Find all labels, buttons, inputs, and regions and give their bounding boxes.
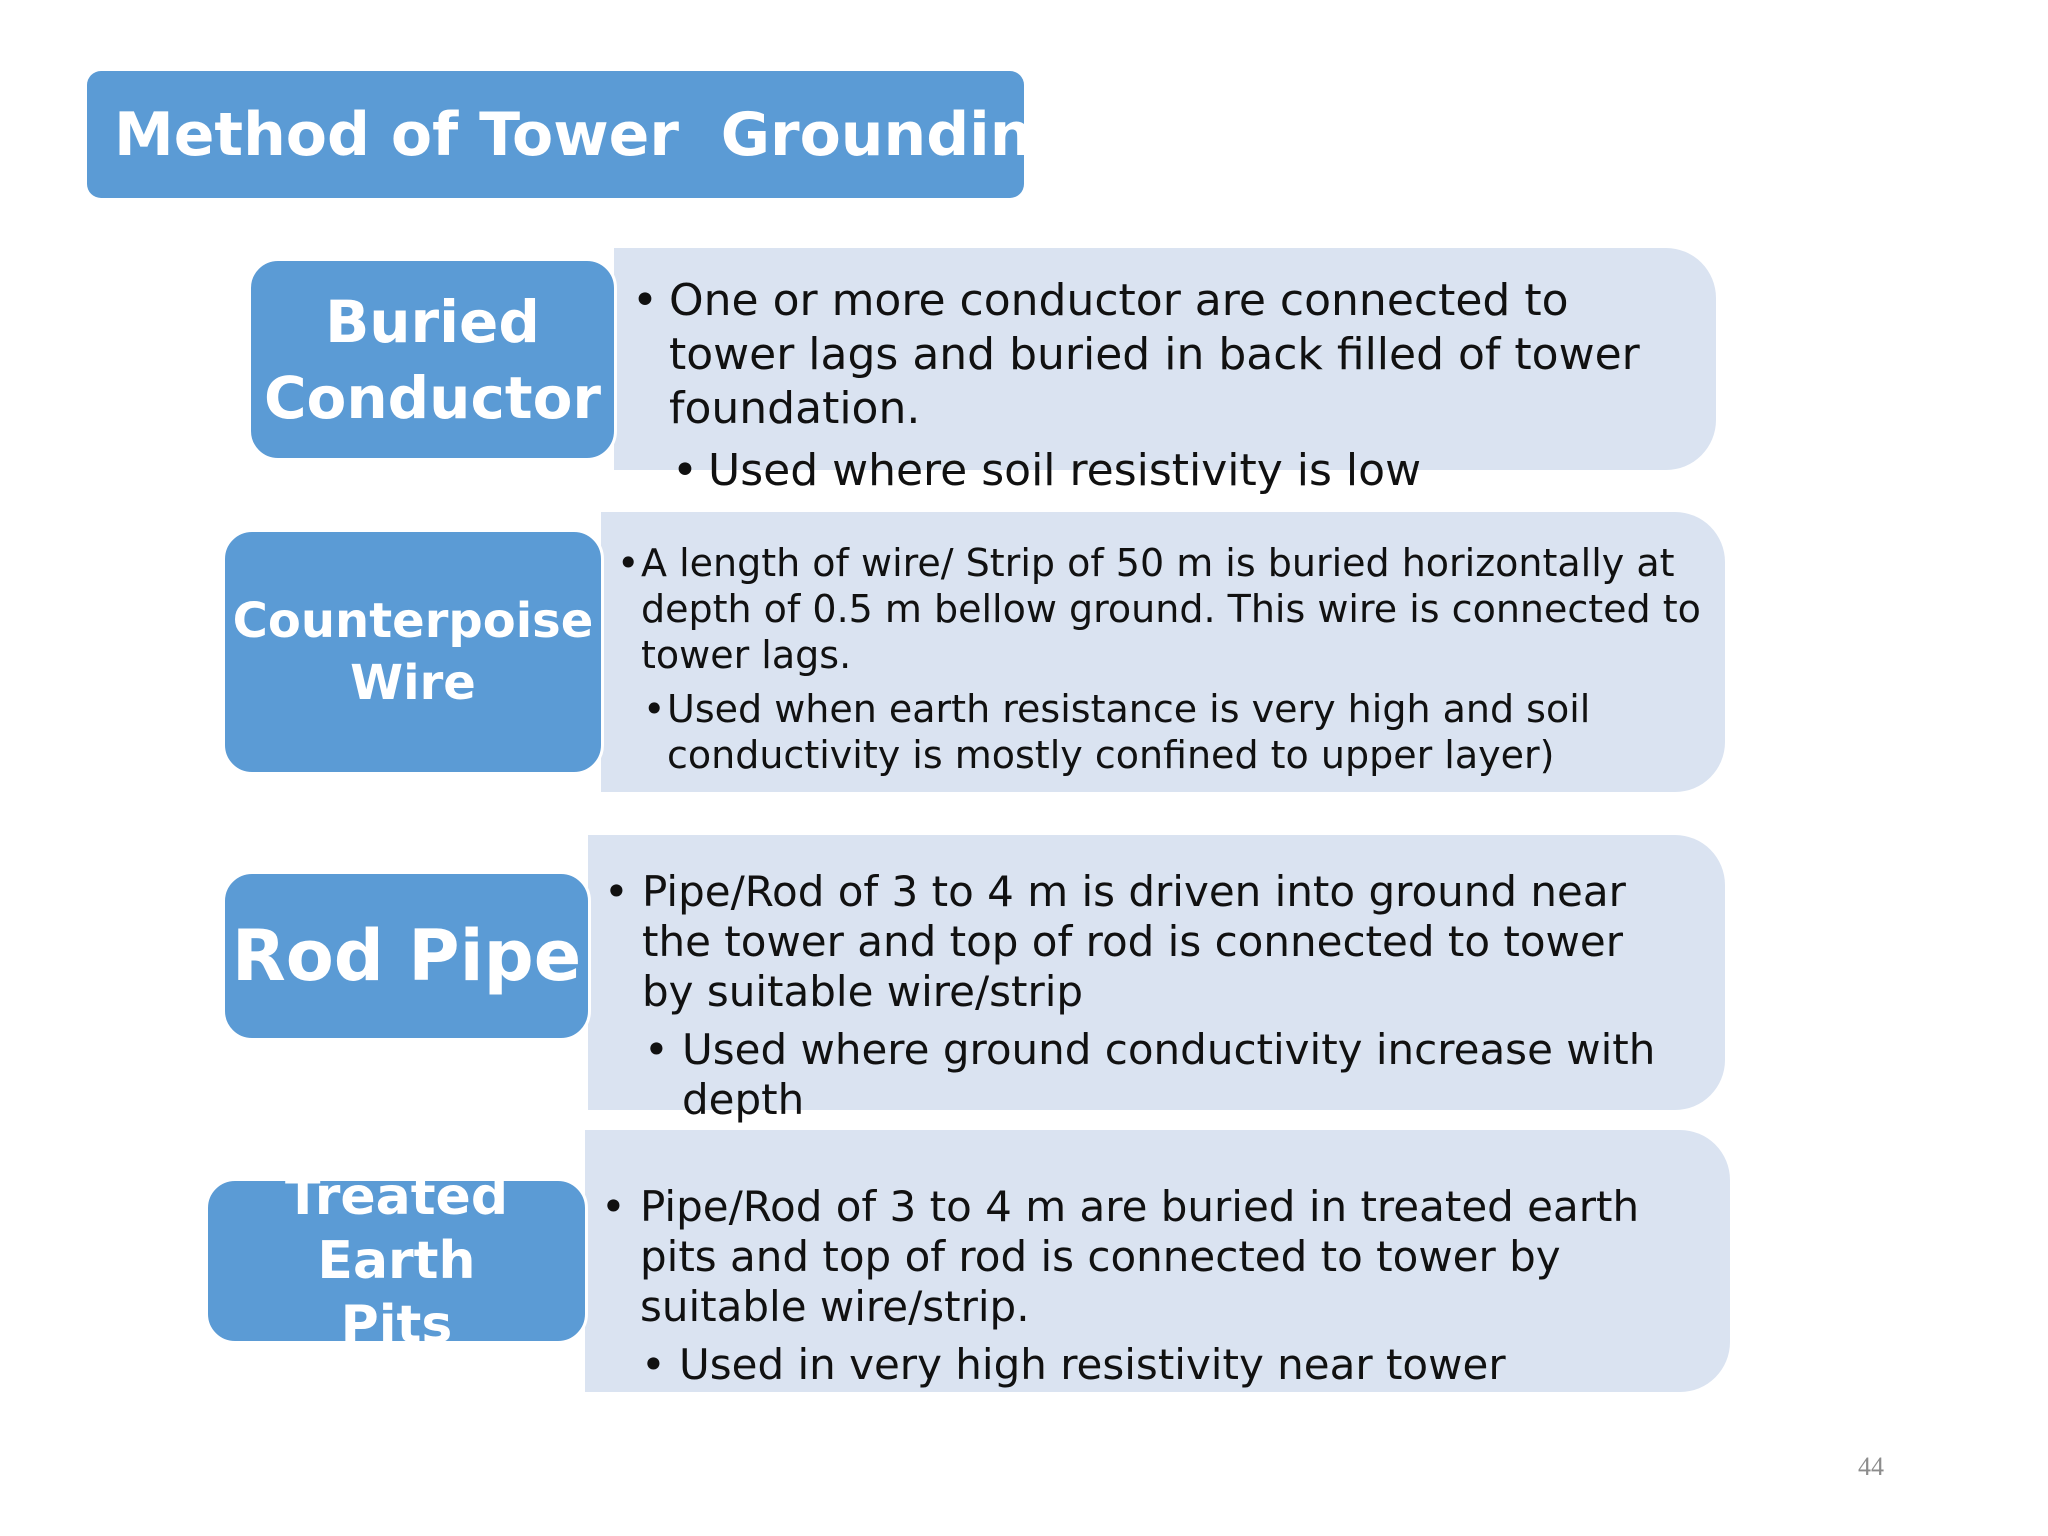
main-point: • One or more conductor are connected to tower lags and buried in back filled of tower foundation.: [614, 274, 1686, 436]
main-point: • Pipe/Rod of 3 to 4 m is driven into ground near the tower and top of rod is connected to tower by suitable wire/strip: [588, 867, 1685, 1017]
sub-point: • Used when earth resistance is very high and soil conductivity is mostly confined to upper layer): [601, 686, 1705, 778]
method-description-buried-conductor: [614, 248, 1716, 496]
label-line: Treated Earth: [284, 1167, 509, 1291]
page-number: 44: [1858, 1452, 1884, 1481]
label-line: Conductor: [263, 363, 602, 432]
sub-point: • Used where soil resistivity is low: [614, 444, 1686, 498]
method-label-treated-earth-pits: [205, 1167, 588, 1355]
method-description-counterpoise-wire: [601, 512, 1725, 792]
label-line: Counterpoise: [232, 593, 594, 649]
main-point: • Pipe/Rod of 3 to 4 m are buried in treated earth pits and top of rod is connected to tower by suitable wire/strip.: [585, 1182, 1690, 1332]
method-label-counterpoise-wire: [222, 529, 604, 775]
slide-title: Method of Tower Grounding: [87, 71, 1024, 198]
label-line: Pits: [340, 1295, 453, 1355]
method-label-rod-pipe: [222, 871, 591, 1041]
label-line: Rod Pipe: [231, 915, 582, 997]
label-line: Wire: [350, 655, 476, 711]
method-label-buried-conductor: [248, 258, 617, 461]
main-point: • A length of wire/ Strip of 50 m is buried horizontally at depth of 0.5 m bellow ground. This wire is connected to tower lags.: [601, 540, 1705, 678]
method-description-rod-pipe: [588, 835, 1725, 1124]
sub-point: • Used where ground conductivity increase with depth: [588, 1025, 1685, 1125]
sub-point: • Used in very high resistivity near tower: [585, 1340, 1690, 1390]
method-description-treated-earth-pits: [585, 1130, 1730, 1392]
label-line: Buried: [325, 287, 540, 356]
